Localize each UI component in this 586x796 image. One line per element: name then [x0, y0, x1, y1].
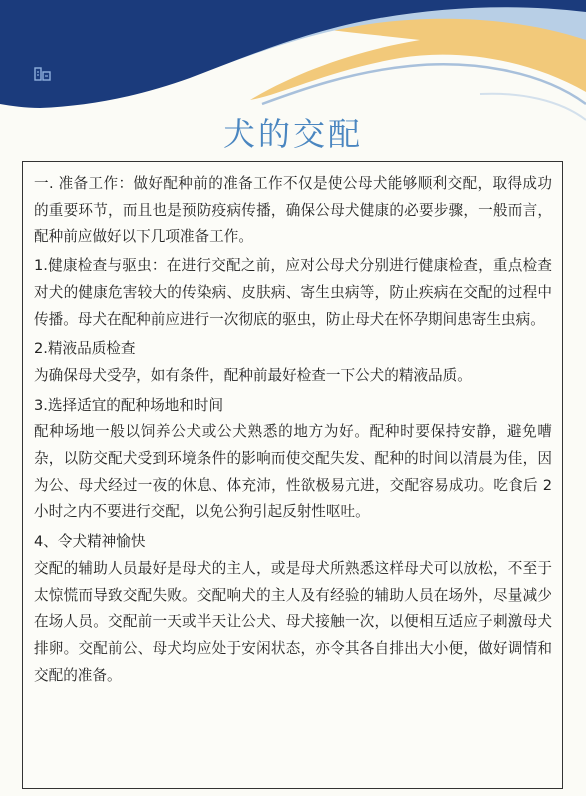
header-wave-decoration [0, 0, 586, 130]
section-heading: 一. 准备工作： [34, 175, 134, 192]
section-heading-mood: 4、令犬精神愉快 [34, 533, 146, 551]
section-heading-semen-quality: 2.精液品质检查 [34, 340, 136, 358]
section-preparation [34, 171, 552, 251]
building-glyph-icon [34, 66, 52, 82]
section-body-venue-time: 配种场地一般以饲养公犬或公犬熟悉的地方为好。配种时要保持安静，避免嘈杂，以防交配犬受到环境条件的影响而使交配失发、配种的时间以清晨为佳，因为公、母犬经过一夜的休息、体充沛，性欲极易亢进，交配容易成功。吃食后 2 小时之内不要进行交配，以免公狗引起反射性呕吐。 [34, 423, 552, 521]
section-heading-venue-time: 3.选择适宜的配种场地和时间 [34, 396, 224, 414]
section-health-check [34, 253, 552, 333]
section-body-mood: 交配的辅助人员最好是母犬的主人，或是母犬所熟悉这样母犬可以放松，不至于太惊慌而导致交配失败。交配响犬的主人及有经验的辅助人员在场外，尽量减少在场人员。交配前一天或半天让公犬、母犬接触一次，以便相互适应子刺激母犬排卵。交配前公、母犬均应处于安闲状态，亦令其各自排出大小便，做好调情和交配的准备。 [34, 559, 552, 684]
section-body-semen-quality: 为确保母犬受孕，如有条件，配种前最好检查一下公犬的精液品质。 [34, 366, 472, 384]
content-frame [22, 161, 563, 789]
section-heading: 1.健康检查与驱虫： [34, 257, 167, 275]
section-body: 做好配种前的准备工作不仅是使公母犬能够顺利交配，取得成功的重要环节，而且也是预防疫病传播，确保公母犬健康的必要步骤，一般而言，配种前应做好以下几项准备工作。 [34, 175, 552, 246]
section-body: 在进行交配之前，应对公母犬分别进行健康检查，重点检查对犬的健康危害较大的传染病、皮肤病、寄生虫病等，防止疾病在交配的过程中传播。母犬在配种前应进行一次彻底的驱虫，防止母犬在怀孕期间患寄生虫病。 [34, 257, 552, 328]
page-title: 犬的交配 [222, 115, 363, 153]
